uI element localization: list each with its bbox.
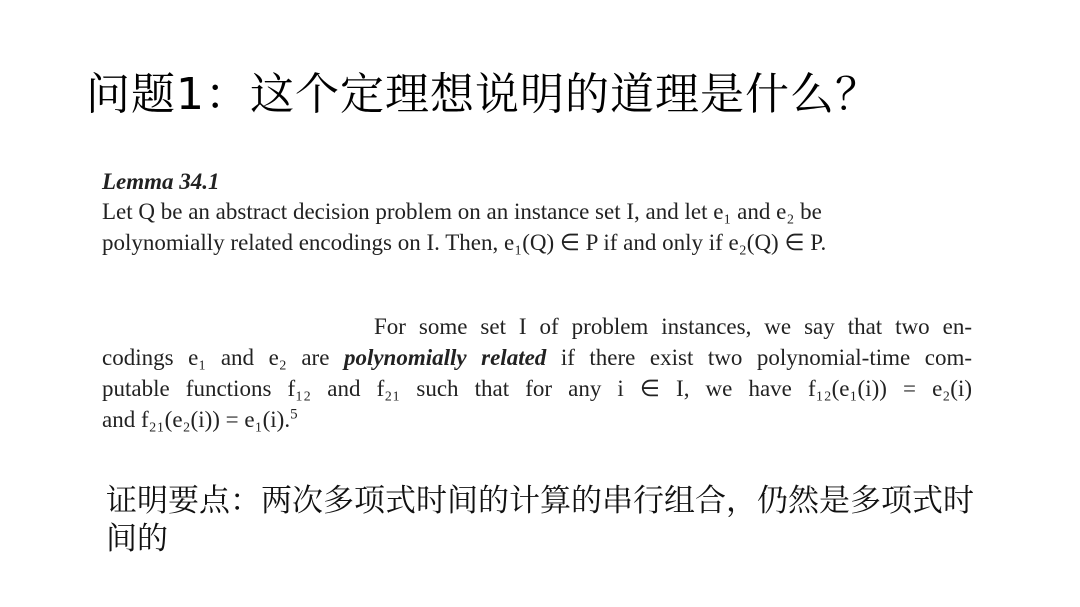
definition-line-2-end: if there exist two polynomial-time com- [546, 345, 972, 370]
lemma-block [102, 168, 972, 258]
lemma-line-2: polynomially related encodings on I. Then, e₁(Q) ∈ P if and only if e₂(Q) ∈ P. [102, 230, 827, 255]
polynomially-related-term: polynomially related [343, 345, 547, 370]
lemma-heading: Lemma 34.1 [102, 169, 220, 194]
definition-line-4-text: and f₂₁(e₂(i)) = e₁(i). [102, 407, 291, 432]
footnote-marker: 5 [290, 406, 298, 423]
definition-line-2-start: codings e₁ and e₂ are [102, 345, 344, 370]
definition-line-2 [102, 342, 972, 373]
slide-title: 问题1：这个定理想说明的道理是什么？ [86, 69, 880, 120]
definition-line-3: putable functions f₁₂ and f₂₁ such that for any i ∈ I, we have f₁₂(e₁(i)) = e₂(i) [102, 376, 972, 401]
definition-line-1: For some set I of problem instances, we say that two en- [374, 314, 972, 339]
proof-key-point: 证明要点：两次多项式时间的计算的串行组合，仍然是多项式时间的 [106, 483, 974, 557]
definition-block [102, 311, 972, 435]
lemma-line-1: Let Q be an abstract decision problem on an instance set I, and let e₁ and e₂ be [102, 199, 822, 224]
definition-line-4 [102, 404, 972, 435]
